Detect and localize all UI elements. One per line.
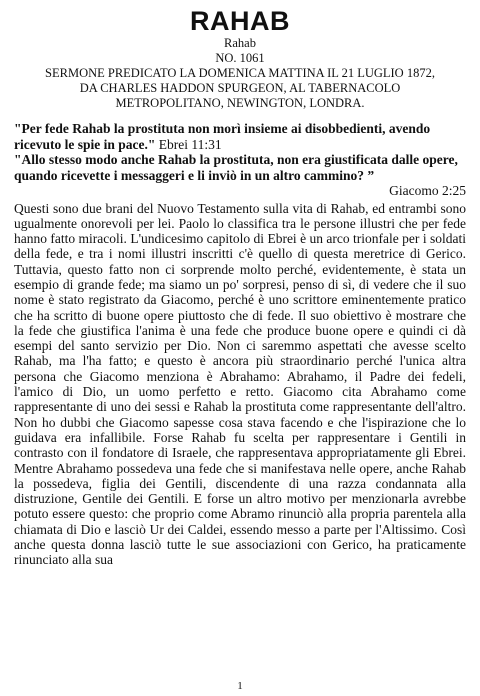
sermon-number: NO. 1061 (215, 51, 265, 65)
sermon-info-line-1: SERMONE PREDICATO LA DOMENICA MATTINA IL 21 LUGLIO 1872, (45, 66, 435, 80)
spacer (14, 111, 466, 121)
page-number: 1 (237, 680, 243, 692)
document-title: RAHAB (190, 6, 290, 36)
scripture-quote-2-reference: Giacomo 2:25 (389, 183, 466, 198)
sermon-info-line-2: DA CHARLES HADDON SPURGEON, AL TABERNACOLO (79, 81, 401, 95)
document-subtitle: Rahab (224, 36, 256, 50)
scripture-quote-1 (14, 121, 466, 152)
sermon-info-line-3: METROPOLITANO, NEWINGTON, LONDRA. (115, 96, 365, 110)
scripture-quote-2 (14, 152, 466, 183)
scripture-quote-1-text: "Per fede Rahab la prostituta non morì insieme ai disobbedienti, avendo ricevuto le spie in pace." (14, 121, 431, 152)
scripture-quote-1-reference: Ebrei 11:31 (158, 136, 222, 152)
scripture-quote-2-text: "Allo stesso modo anche Rahab la prostituta, non era giustificata dalle opere, quando ricevette i messaggeri e li inviò in un altro cammino? ” (14, 152, 458, 183)
body-paragraph: Questi sono due brani del Nuovo Testamento sulla vita di Rahab, ed entrambi sono ugualmente onorevoli per lei. Paolo lo classifica tra le persone illustri che per fede hanno fatto miracoli. L'undicesimo capitolo di Ebrei è un arco trionfale per i soldati della fede, e tra i nomi illustri inscritti c'è quello di questa meretrice di Gerico. Tuttavia, questo fatto non ci sorprende molto perché, evidentemente, è stata un esempio di grande fede; ma siamo un po' sorpresi, penso di sì, di vedere che il suo nome è stato registrato da Giacomo, perché è uno scrittore eminentemente pratico che ha scritto di buone opere piuttosto che di fede. Il suo obiettivo è mostrare che la fede che giustifica l'anima è una fede che produce buone opere e quindi ci dà esempi del santo servizio per Dio. Non ci saremmo aspettati che avesse scelto Rahab, ma l'ha fatto; e questo è ancora più straordinario perché l'unica altra persona che Giacomo menziona è Abrahamo: Abrahamo, il Padre dei fedeli, l'amico di Dio, un uomo perfetto e retto. Giacomo cita Abrahamo come rappresentante di uno dei sessi e Rahab la prostituta come rappresentante dell'altro. Non ho dubbi che Giacomo sapesse cosa stava facendo e che l'ispirazione che lo guidava era infallibile. Forse Rahab fu scelta per rappresentare i Gentili in contrasto con il fondatore di Israele, che rappresentava appropriatamente gli Ebrei. Mentre Abrahamo possedeva una fede che si manifestava nelle opere, anche Rahab la possedeva, figlia dei Gentili, discendente di una razza condannata alla distruzione, Gentile dei Gentili. E forse un altro motivo per menzionarla avrebbe potuto essere questo: che proprio come Abramo rinunciò alla propria parentela alla chiamata di Dio e lasciò Ur dei Caldei, essendo messo a parte per l'Altissimo. Così anche questa donna lasciò tutte le sue associazioni con Gerico, ha praticamente rinunciato alla sua (14, 200, 466, 568)
